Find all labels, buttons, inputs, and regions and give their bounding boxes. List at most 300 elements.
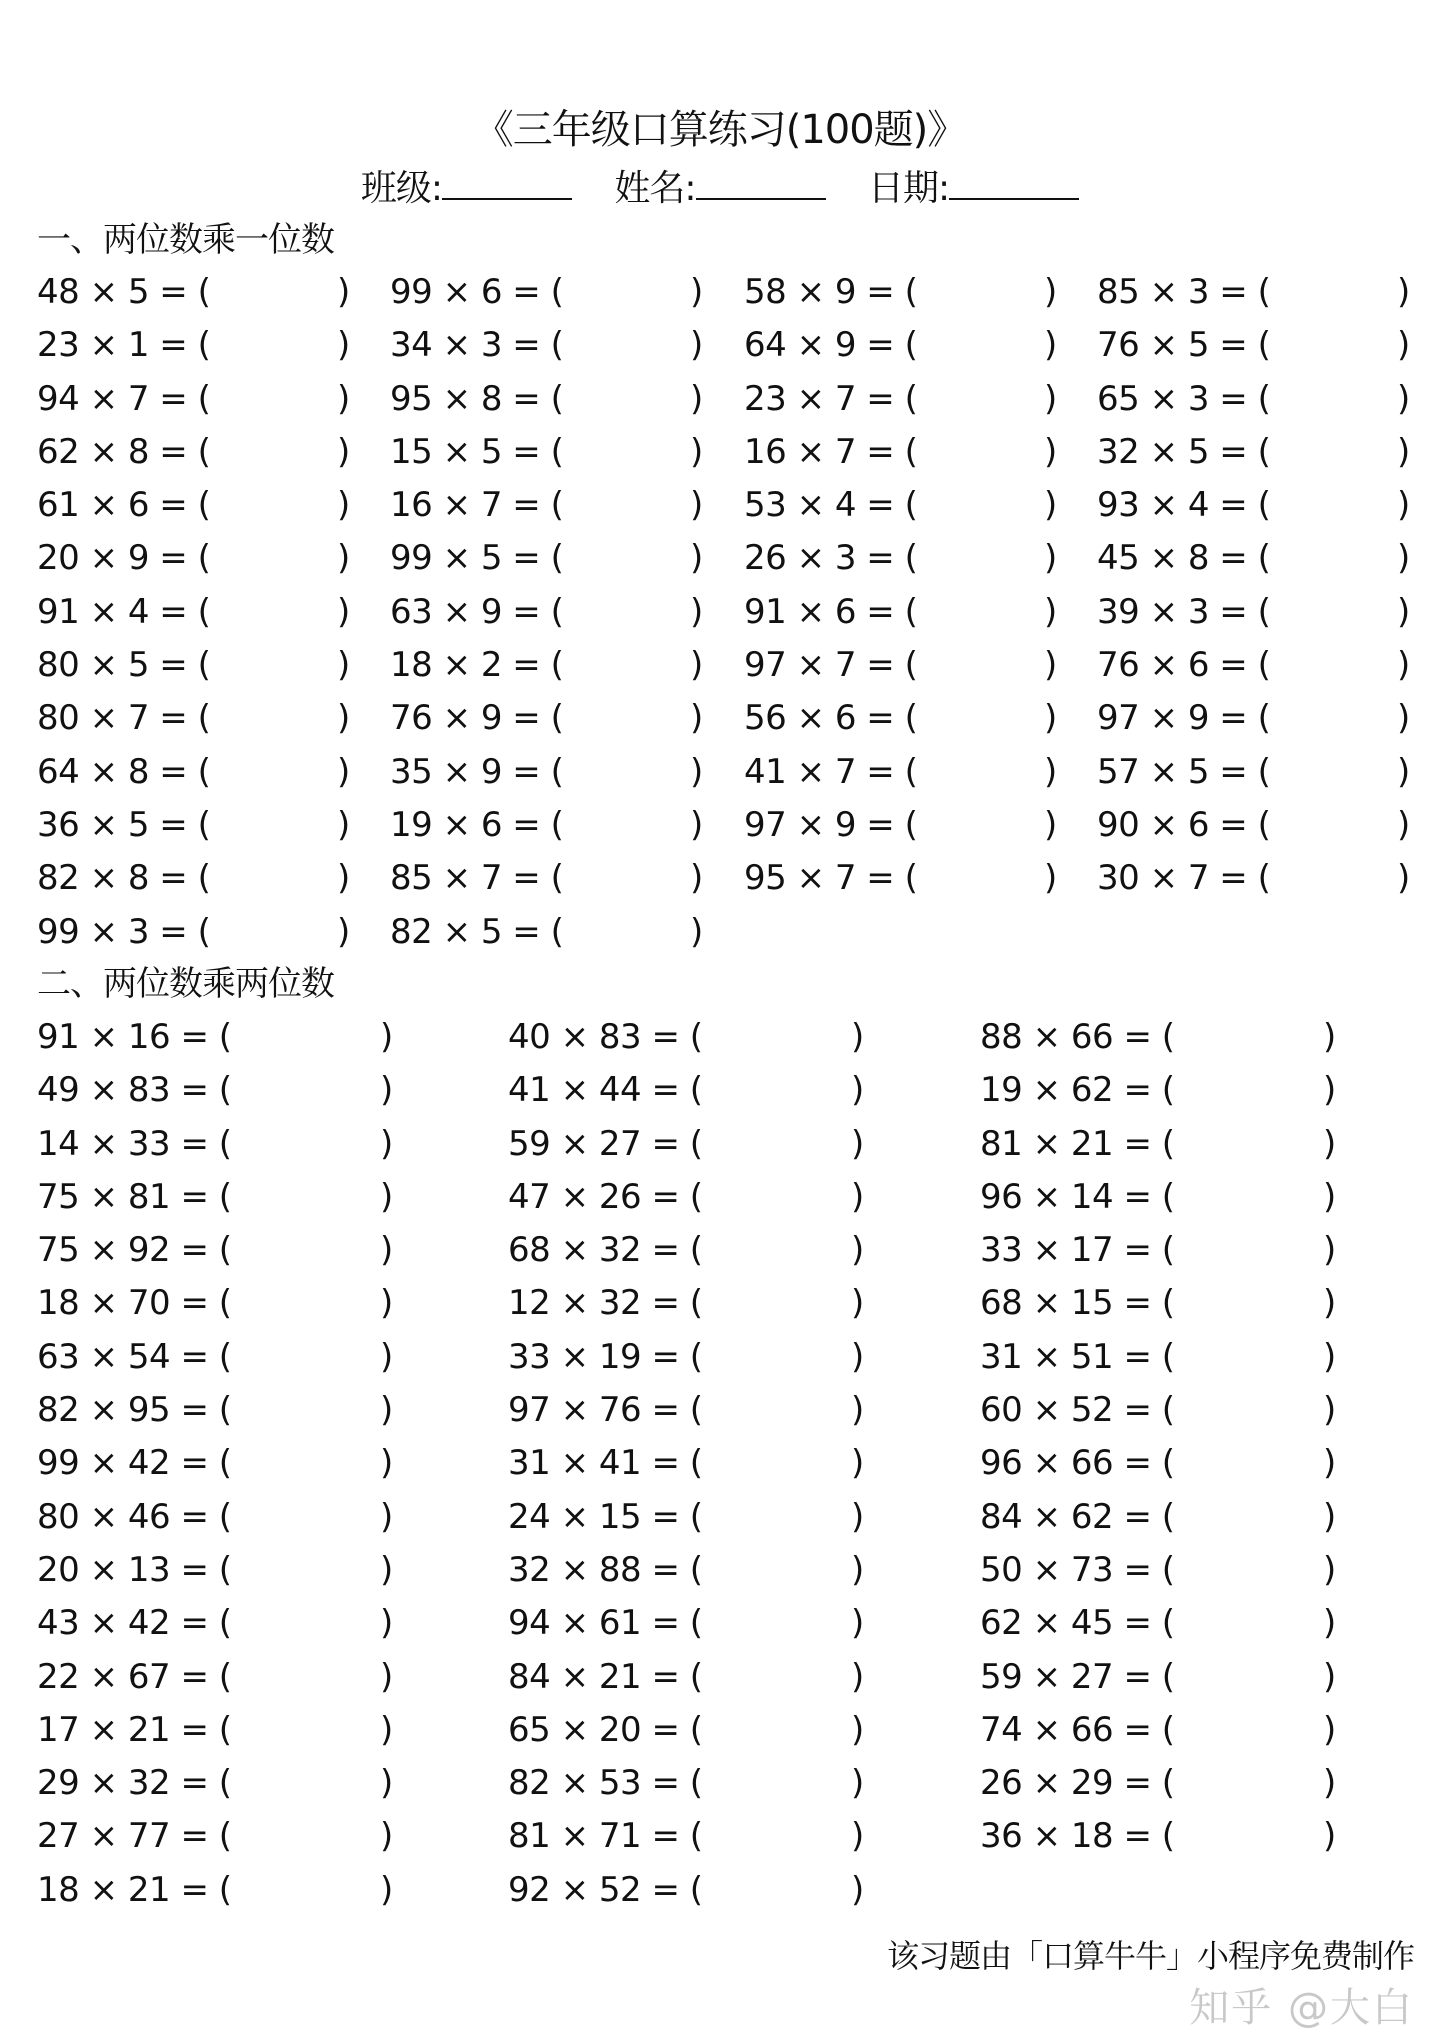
problem-row [0, 1704, 1440, 1757]
answer-blank-close-paren[interactable]: ) [851, 1017, 864, 1057]
problem-item [390, 906, 703, 958]
problem-expression: 97 × 76 = ( [508, 1390, 703, 1431]
answer-blank-close-paren[interactable]: ) [337, 751, 350, 792]
problem-item [37, 799, 350, 851]
answer-blank-close-paren[interactable]: ) [1323, 1390, 1336, 1431]
problem-item [1097, 746, 1410, 798]
problem-item [1097, 266, 1410, 318]
answer-blank-close-paren[interactable]: ) [1044, 804, 1057, 845]
problem-row [0, 799, 1440, 852]
problem-expression: 80 × 5 = ( [37, 645, 211, 686]
answer-blank-close-paren[interactable]: ) [380, 1283, 393, 1324]
problem-expression: 62 × 8 = ( [37, 431, 211, 472]
problem-expression: 30 × 7 = ( [1097, 858, 1271, 899]
problem-expression: 96 × 66 = ( [980, 1443, 1175, 1484]
problem-item [1097, 319, 1410, 371]
problem-expression: 75 × 81 = ( [37, 1176, 232, 1217]
problem-row [0, 479, 1440, 532]
problem-expression: 57 × 5 = ( [1097, 751, 1271, 792]
problem-row [0, 373, 1440, 426]
problem-expression: 76 × 6 = ( [1097, 645, 1271, 686]
problem-item [508, 1597, 864, 1649]
problem-expression: 88 × 66 = ( [980, 1017, 1175, 1057]
answer-blank-close-paren[interactable]: ) [380, 1390, 393, 1431]
problem-row [0, 746, 1440, 799]
date-label: 日期: [868, 168, 950, 209]
answer-blank-close-paren[interactable]: ) [1397, 272, 1410, 312]
problem-item [390, 479, 703, 531]
answer-blank-close-paren[interactable]: ) [690, 645, 703, 686]
answer-blank-close-paren[interactable]: ) [851, 1283, 864, 1324]
answer-blank-close-paren[interactable]: ) [1323, 1443, 1336, 1484]
problem-expression: 95 × 8 = ( [390, 378, 564, 419]
section-1-problem-grid [0, 266, 1440, 959]
problem-expression: 96 × 14 = ( [980, 1176, 1175, 1217]
problem-item [980, 1757, 1336, 1809]
problem-expression: 41 × 44 = ( [508, 1070, 703, 1111]
answer-blank-close-paren[interactable]: ) [337, 325, 350, 366]
answer-blank-close-paren[interactable]: ) [337, 378, 350, 419]
answer-blank-close-paren[interactable]: ) [851, 1709, 864, 1750]
answer-blank-close-paren[interactable]: ) [1044, 698, 1057, 739]
problem-item [37, 266, 350, 318]
problem-expression: 95 × 7 = ( [744, 858, 918, 899]
answer-blank-close-paren[interactable]: ) [380, 1816, 393, 1857]
problem-expression: 92 × 52 = ( [508, 1869, 703, 1910]
problem-item [744, 266, 1057, 318]
problem-item [37, 852, 350, 904]
answer-blank-close-paren[interactable]: ) [1397, 858, 1410, 899]
answer-blank-close-paren[interactable]: ) [1397, 431, 1410, 472]
problem-item [37, 479, 350, 531]
problem-item [980, 1544, 1336, 1596]
problem-expression: 60 × 52 = ( [980, 1390, 1175, 1431]
problem-expression: 29 × 32 = ( [37, 1763, 232, 1804]
answer-blank-close-paren[interactable]: ) [380, 1443, 393, 1484]
answer-blank-close-paren[interactable]: ) [1397, 804, 1410, 845]
problem-expression: 80 × 46 = ( [37, 1496, 232, 1537]
answer-blank-close-paren[interactable]: ) [1323, 1336, 1336, 1377]
answer-blank-close-paren[interactable]: ) [1397, 751, 1410, 792]
answer-blank-close-paren[interactable]: ) [690, 325, 703, 366]
problem-row [0, 1437, 1440, 1490]
problem-expression: 91 × 4 = ( [37, 591, 211, 632]
answer-blank-close-paren[interactable]: ) [1323, 1230, 1336, 1271]
problem-item [744, 373, 1057, 425]
answer-blank-close-paren[interactable]: ) [1323, 1070, 1336, 1111]
answer-blank-close-paren[interactable]: ) [690, 272, 703, 312]
problem-expression: 76 × 5 = ( [1097, 325, 1271, 366]
problem-expression: 65 × 3 = ( [1097, 378, 1271, 419]
class-label: 班级: [360, 168, 442, 209]
problem-item [980, 1224, 1336, 1276]
problem-row [0, 1171, 1440, 1224]
problem-item [744, 639, 1057, 691]
problem-item [37, 373, 350, 425]
problem-item [37, 1810, 393, 1862]
problem-item [508, 1064, 864, 1116]
answer-blank-close-paren[interactable]: ) [1044, 325, 1057, 366]
problem-expression: 43 × 42 = ( [37, 1603, 232, 1644]
problem-item [980, 1491, 1336, 1543]
problem-row [0, 1757, 1440, 1810]
problem-item [980, 1384, 1336, 1436]
answer-blank-close-paren[interactable]: ) [380, 1176, 393, 1217]
problem-expression: 49 × 83 = ( [37, 1070, 232, 1111]
answer-blank-close-paren[interactable]: ) [1397, 538, 1410, 579]
problem-expression: 26 × 3 = ( [744, 538, 918, 579]
answer-blank-close-paren[interactable]: ) [1323, 1656, 1336, 1697]
answer-blank-close-paren[interactable]: ) [690, 804, 703, 845]
problem-expression: 85 × 3 = ( [1097, 272, 1271, 312]
problem-item [744, 746, 1057, 798]
answer-blank-close-paren[interactable]: ) [1397, 591, 1410, 632]
problem-expression: 99 × 5 = ( [390, 538, 564, 579]
answer-blank-close-paren[interactable]: ) [1044, 378, 1057, 419]
answer-blank-close-paren[interactable]: ) [851, 1443, 864, 1484]
problem-expression: 53 × 4 = ( [744, 485, 918, 526]
answer-blank-close-paren[interactable]: ) [851, 1763, 864, 1804]
answer-blank-close-paren[interactable]: ) [337, 858, 350, 899]
answer-blank-close-paren[interactable]: ) [851, 1603, 864, 1644]
problem-item [1097, 586, 1410, 638]
answer-blank-close-paren[interactable]: ) [380, 1336, 393, 1377]
problem-expression: 74 × 66 = ( [980, 1709, 1175, 1750]
problem-item [980, 1011, 1336, 1063]
problem-row [0, 1544, 1440, 1597]
problem-row [0, 1118, 1440, 1171]
answer-blank-close-paren[interactable]: ) [380, 1017, 393, 1057]
answer-blank-close-paren[interactable]: ) [690, 378, 703, 419]
problem-expression: 62 × 45 = ( [980, 1603, 1175, 1644]
answer-blank-close-paren[interactable]: ) [1044, 272, 1057, 312]
problem-expression: 99 × 42 = ( [37, 1443, 232, 1484]
problem-item [37, 586, 350, 638]
problem-item [37, 746, 350, 798]
problem-expression: 68 × 15 = ( [980, 1283, 1175, 1324]
problem-expression: 39 × 3 = ( [1097, 591, 1271, 632]
problem-expression: 22 × 67 = ( [37, 1656, 232, 1697]
problem-expression: 63 × 54 = ( [37, 1336, 232, 1377]
problem-row [0, 639, 1440, 692]
problem-row [0, 1064, 1440, 1117]
problem-item [37, 1224, 393, 1276]
problem-item [390, 852, 703, 904]
problem-item [980, 1331, 1336, 1383]
answer-blank-close-paren[interactable]: ) [851, 1176, 864, 1217]
problem-expression: 24 × 15 = ( [508, 1496, 703, 1537]
problem-expression: 48 × 5 = ( [37, 272, 211, 312]
problem-item [37, 1331, 393, 1383]
problem-expression: 75 × 92 = ( [37, 1230, 232, 1271]
problem-expression: 19 × 62 = ( [980, 1070, 1175, 1111]
answer-blank-close-paren[interactable]: ) [1044, 858, 1057, 899]
problem-expression: 23 × 7 = ( [744, 378, 918, 419]
problem-row [0, 1864, 1440, 1917]
problem-expression: 20 × 9 = ( [37, 538, 211, 579]
problem-item [980, 1171, 1336, 1223]
answer-blank-close-paren[interactable]: ) [337, 591, 350, 632]
problem-item [37, 1064, 393, 1116]
answer-blank-close-paren[interactable]: ) [1044, 538, 1057, 579]
problem-item [508, 1384, 864, 1436]
problem-item [1097, 479, 1410, 531]
problem-item [980, 1597, 1336, 1649]
problem-item [744, 586, 1057, 638]
problem-item [390, 586, 703, 638]
problem-row [0, 852, 1440, 905]
problem-row [0, 906, 1440, 959]
answer-blank-close-paren[interactable]: ) [380, 1230, 393, 1271]
problem-expression: 15 × 5 = ( [390, 431, 564, 472]
answer-blank-close-paren[interactable]: ) [380, 1070, 393, 1111]
problem-item [37, 1437, 393, 1489]
problem-row [0, 532, 1440, 585]
answer-blank-close-paren[interactable]: ) [690, 858, 703, 899]
problem-expression: 81 × 71 = ( [508, 1816, 703, 1857]
problem-item [37, 532, 350, 584]
section-1-heading: 一、两位数乘一位数 [37, 220, 334, 260]
problem-item [37, 1118, 393, 1170]
problem-expression: 65 × 20 = ( [508, 1709, 703, 1750]
answer-blank-close-paren[interactable]: ) [337, 272, 350, 312]
problem-row [0, 319, 1440, 372]
answer-blank-close-paren[interactable]: ) [337, 911, 350, 952]
problem-item [37, 1704, 393, 1756]
problem-item [37, 1277, 393, 1329]
problem-item [1097, 532, 1410, 584]
answer-blank-close-paren[interactable]: ) [1044, 591, 1057, 632]
problem-expression: 20 × 13 = ( [37, 1549, 232, 1590]
problem-item [37, 1864, 393, 1916]
problem-row [0, 1491, 1440, 1544]
problem-expression: 99 × 6 = ( [390, 272, 564, 312]
answer-blank-close-paren[interactable]: ) [1323, 1603, 1336, 1644]
problem-expression: 47 × 26 = ( [508, 1176, 703, 1217]
answer-blank-close-paren[interactable]: ) [1323, 1017, 1336, 1057]
answer-blank-close-paren[interactable]: ) [851, 1070, 864, 1111]
problem-item [390, 532, 703, 584]
problem-item [37, 906, 350, 958]
answer-blank-close-paren[interactable]: ) [380, 1763, 393, 1804]
answer-blank-close-paren[interactable]: ) [380, 1123, 393, 1164]
answer-blank-close-paren[interactable]: ) [1323, 1496, 1336, 1537]
problem-expression: 31 × 51 = ( [980, 1336, 1175, 1377]
problem-item [37, 1651, 393, 1703]
problem-expression: 40 × 83 = ( [508, 1017, 703, 1057]
problem-item [744, 852, 1057, 904]
answer-blank-close-paren[interactable]: ) [851, 1390, 864, 1431]
answer-blank-close-paren[interactable]: ) [1323, 1709, 1336, 1750]
problem-expression: 35 × 9 = ( [390, 751, 564, 792]
answer-blank-close-paren[interactable]: ) [1323, 1816, 1336, 1857]
answer-blank-close-paren[interactable]: ) [1323, 1123, 1336, 1164]
problem-expression: 56 × 6 = ( [744, 698, 918, 739]
answer-blank-close-paren[interactable]: ) [1323, 1763, 1336, 1804]
problem-expression: 64 × 8 = ( [37, 751, 211, 792]
name-label: 姓名: [614, 168, 696, 209]
problem-expression: 23 × 1 = ( [37, 325, 211, 366]
problem-item [37, 1011, 393, 1063]
problem-row [0, 692, 1440, 745]
class-field [361, 168, 572, 209]
problem-item [1097, 373, 1410, 425]
problem-expression: 59 × 27 = ( [980, 1656, 1175, 1697]
answer-blank-close-paren[interactable]: ) [1044, 645, 1057, 686]
problem-expression: 41 × 7 = ( [744, 751, 918, 792]
problem-expression: 97 × 9 = ( [744, 804, 918, 845]
problem-item [508, 1651, 864, 1703]
problem-item [508, 1118, 864, 1170]
problem-row [0, 1331, 1440, 1384]
class-blank[interactable] [442, 160, 572, 200]
problem-item [508, 1011, 864, 1063]
problem-row [0, 1277, 1440, 1330]
answer-blank-close-paren[interactable]: ) [337, 698, 350, 739]
answer-blank-close-paren[interactable]: ) [337, 804, 350, 845]
answer-blank-close-paren[interactable]: ) [380, 1549, 393, 1590]
answer-blank-close-paren[interactable]: ) [380, 1709, 393, 1750]
problem-expression: 36 × 18 = ( [980, 1816, 1175, 1857]
section-2-heading: 二、两位数乘两位数 [37, 964, 334, 1004]
problem-item [37, 319, 350, 371]
answer-blank-close-paren[interactable]: ) [851, 1336, 864, 1377]
problem-item [508, 1810, 864, 1862]
problem-expression: 61 × 6 = ( [37, 485, 211, 526]
problem-item [980, 1118, 1336, 1170]
answer-blank-close-paren[interactable]: ) [1397, 645, 1410, 686]
answer-blank-close-paren[interactable]: ) [851, 1496, 864, 1537]
problem-expression: 82 × 5 = ( [390, 911, 564, 952]
problem-item [37, 1597, 393, 1649]
problem-expression: 32 × 88 = ( [508, 1549, 703, 1590]
answer-blank-close-paren[interactable]: ) [380, 1603, 393, 1644]
problem-item [390, 426, 703, 478]
answer-blank-close-paren[interactable]: ) [380, 1496, 393, 1537]
answer-blank-close-paren[interactable]: ) [337, 431, 350, 472]
problem-item [980, 1704, 1336, 1756]
problem-item [37, 1491, 393, 1543]
problem-expression: 80 × 7 = ( [37, 698, 211, 739]
problem-expression: 84 × 62 = ( [980, 1496, 1175, 1537]
answer-blank-close-paren[interactable]: ) [337, 538, 350, 579]
problem-item [508, 1491, 864, 1543]
problem-item [980, 1064, 1336, 1116]
problem-item [508, 1864, 864, 1916]
answer-blank-close-paren[interactable]: ) [690, 431, 703, 472]
problem-expression: 16 × 7 = ( [744, 431, 918, 472]
problem-expression: 27 × 77 = ( [37, 1816, 232, 1857]
answer-blank-close-paren[interactable]: ) [1323, 1549, 1336, 1590]
problem-row [0, 1011, 1440, 1064]
problem-expression: 34 × 3 = ( [390, 325, 564, 366]
answer-blank-close-paren[interactable]: ) [1044, 431, 1057, 472]
problem-expression: 81 × 21 = ( [980, 1123, 1175, 1164]
problem-row [0, 1651, 1440, 1704]
problem-item [508, 1757, 864, 1809]
answer-blank-close-paren[interactable]: ) [690, 485, 703, 526]
problem-item [744, 479, 1057, 531]
answer-blank-close-paren[interactable]: ) [690, 698, 703, 739]
problem-row [0, 1224, 1440, 1277]
problem-item [390, 746, 703, 798]
problem-item [390, 373, 703, 425]
problem-row [0, 1384, 1440, 1437]
problem-item [37, 692, 350, 744]
answer-blank-close-paren[interactable]: ) [851, 1816, 864, 1857]
problem-expression: 63 × 9 = ( [390, 591, 564, 632]
answer-blank-close-paren[interactable]: ) [690, 538, 703, 579]
answer-blank-close-paren[interactable]: ) [1397, 698, 1410, 739]
problem-item [508, 1544, 864, 1596]
problem-expression: 33 × 17 = ( [980, 1230, 1175, 1271]
problem-expression: 82 × 53 = ( [508, 1763, 703, 1804]
problem-expression: 36 × 5 = ( [37, 804, 211, 845]
problem-expression: 59 × 27 = ( [508, 1123, 703, 1164]
answer-blank-close-paren[interactable]: ) [1397, 378, 1410, 419]
answer-blank-close-paren[interactable]: ) [380, 1656, 393, 1697]
problem-expression: 18 × 70 = ( [37, 1283, 232, 1324]
answer-blank-close-paren[interactable]: ) [851, 1549, 864, 1590]
answer-blank-close-paren[interactable]: ) [1397, 485, 1410, 526]
answer-blank-close-paren[interactable]: ) [851, 1123, 864, 1164]
problem-item [744, 692, 1057, 744]
answer-blank-close-paren[interactable]: ) [337, 485, 350, 526]
problem-item [980, 1651, 1336, 1703]
problem-expression: 31 × 41 = ( [508, 1443, 703, 1484]
problem-item [980, 1810, 1336, 1862]
watermark: 知乎 @大白 [1189, 1985, 1414, 2031]
answer-blank-close-paren[interactable]: ) [337, 645, 350, 686]
answer-blank-close-paren[interactable]: ) [1323, 1176, 1336, 1217]
problem-expression: 90 × 6 = ( [1097, 804, 1271, 845]
answer-blank-close-paren[interactable]: ) [1044, 751, 1057, 792]
answer-blank-close-paren[interactable]: ) [851, 1869, 864, 1910]
problem-expression: 58 × 9 = ( [744, 272, 918, 312]
problem-item [508, 1437, 864, 1489]
problem-expression: 91 × 6 = ( [744, 591, 918, 632]
answer-blank-close-paren[interactable]: ) [380, 1869, 393, 1910]
problem-expression: 64 × 9 = ( [744, 325, 918, 366]
answer-blank-close-paren[interactable]: ) [690, 911, 703, 952]
problem-item [508, 1224, 864, 1276]
problem-expression: 97 × 9 = ( [1097, 698, 1271, 739]
problem-item [744, 532, 1057, 584]
problem-expression: 99 × 3 = ( [37, 911, 211, 952]
problem-row [0, 1597, 1440, 1650]
problem-expression: 91 × 16 = ( [37, 1017, 232, 1057]
problem-expression: 50 × 73 = ( [980, 1549, 1175, 1590]
problem-expression: 17 × 21 = ( [37, 1709, 232, 1750]
answer-blank-close-paren[interactable]: ) [851, 1230, 864, 1271]
answer-blank-close-paren[interactable]: ) [690, 591, 703, 632]
answer-blank-close-paren[interactable]: ) [1397, 325, 1410, 366]
answer-blank-close-paren[interactable]: ) [1044, 485, 1057, 526]
name-blank[interactable] [696, 160, 826, 200]
answer-blank-close-paren[interactable]: ) [851, 1656, 864, 1697]
problem-expression: 94 × 61 = ( [508, 1603, 703, 1644]
problem-item [390, 319, 703, 371]
answer-blank-close-paren[interactable]: ) [690, 751, 703, 792]
answer-blank-close-paren[interactable]: ) [1323, 1283, 1336, 1324]
problem-expression: 82 × 8 = ( [37, 858, 211, 899]
problem-expression: 18 × 21 = ( [37, 1869, 232, 1910]
name-field [614, 168, 825, 209]
problem-item [1097, 692, 1410, 744]
problem-item [1097, 799, 1410, 851]
problem-expression: 19 × 6 = ( [390, 804, 564, 845]
date-blank[interactable] [949, 160, 1079, 200]
